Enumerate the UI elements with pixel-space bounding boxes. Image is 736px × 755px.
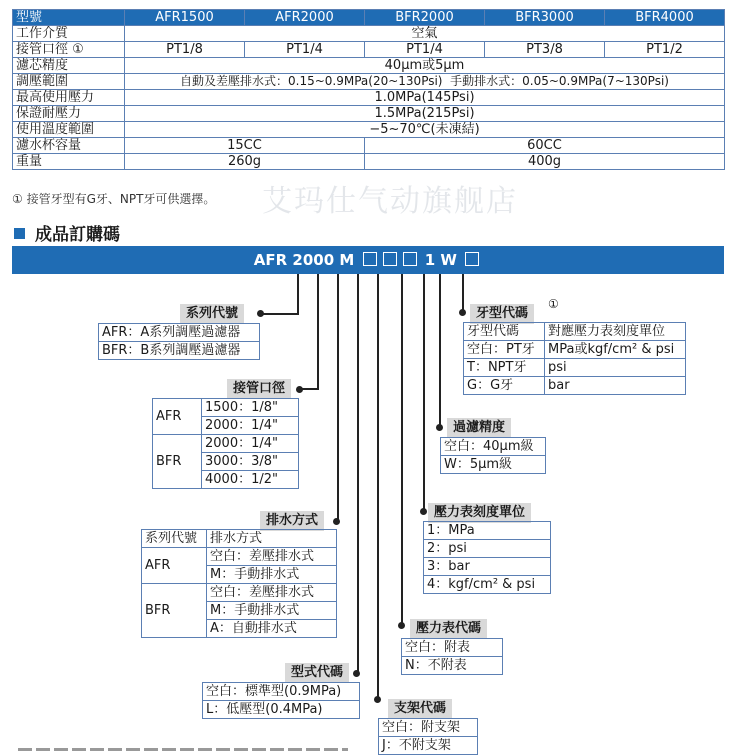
filter-table <box>440 437 546 474</box>
unit-table <box>423 521 551 594</box>
thread-unit: bar <box>545 377 686 395</box>
port-row: 2000：1/4" <box>202 417 299 435</box>
connector-dot <box>333 518 340 525</box>
series-row: BFR：B系列調壓過濾器 <box>99 342 260 360</box>
series-row: AFR：A系列調壓過濾器 <box>99 324 260 342</box>
gauge-title: 壓力表代碼 <box>410 619 487 639</box>
connector-line <box>317 274 319 389</box>
spec-label: 使用溫度範圍 <box>13 122 125 138</box>
drain-row: M：手動排水式 <box>207 566 337 584</box>
connector-dot <box>353 670 360 677</box>
drain-table <box>141 529 337 638</box>
spec-value: PT3/8 <box>485 42 605 58</box>
spec-model: AFR1500 <box>125 10 245 26</box>
thread-note-mark: ① <box>548 297 559 311</box>
spec-row <box>13 106 725 122</box>
filter-row: W：5μm級 <box>441 456 546 474</box>
spec-value: PT1/8 <box>125 42 245 58</box>
port-series: BFR <box>153 435 202 489</box>
connector-line <box>462 274 464 314</box>
spec-row <box>13 154 725 170</box>
drain-row: M：手動排水式 <box>207 602 337 620</box>
unit-row: 2：psi <box>424 540 551 558</box>
drain-row: 空白：差壓排水式 <box>207 584 337 602</box>
port-row: 2000：1/4" <box>202 435 299 453</box>
unit-row: 1：MPa <box>424 522 551 540</box>
thread-table <box>463 322 686 395</box>
connector-line <box>377 274 379 699</box>
connector-dot <box>398 622 405 629</box>
spec-label: 保證耐壓力 <box>13 106 125 122</box>
spec-model: BFR3000 <box>485 10 605 26</box>
code-mid: 1 W <box>424 251 457 269</box>
range-manual: 手動排水式：0.05~0.9MPa(7~130Psi) <box>450 74 669 88</box>
connector-dot <box>257 310 264 317</box>
code-box-icon <box>465 252 479 266</box>
cropped-text-line <box>18 748 348 751</box>
thread-code: 空白：PT牙 <box>464 341 545 359</box>
model-row: 空白：標準型(0.9MPa) <box>203 683 360 701</box>
spec-row <box>13 138 725 154</box>
connector-line <box>401 274 403 626</box>
spec-value: 40μm或5μm <box>125 58 725 74</box>
drain-header: 系列代號 <box>142 530 207 548</box>
spec-row <box>13 42 725 58</box>
code-prefix: AFR 2000 M <box>253 251 355 269</box>
spec-value <box>125 74 725 90</box>
spec-label: 工作介質 <box>13 26 125 42</box>
drain-series: AFR <box>142 548 207 584</box>
spec-value: PT1/4 <box>245 42 365 58</box>
spec-label: 最高使用壓力 <box>13 90 125 106</box>
thread-unit: MPa或kgf/cm² & psi <box>545 341 686 359</box>
thread-header: 牙型代碼 <box>464 323 545 341</box>
connector-dot <box>436 424 443 431</box>
bracket-row: J：不附支架 <box>379 737 478 755</box>
filter-title: 過濾精度 <box>447 418 511 438</box>
spec-value: 空氣 <box>125 26 725 42</box>
spec-row <box>13 26 725 42</box>
spec-model: BFR2000 <box>365 10 485 26</box>
connector-line <box>260 313 299 315</box>
spec-label: 重量 <box>13 154 125 170</box>
spec-value: 1.5MPa(215Psi) <box>125 106 725 122</box>
spec-label: 調壓範圍 <box>13 74 125 90</box>
bracket-row: 空白：附支架 <box>379 719 478 737</box>
connector-line <box>297 274 299 314</box>
order-code-bar <box>12 246 724 274</box>
drain-row: A：自動排水式 <box>207 620 337 638</box>
unit-row: 4：kgf/cm² & psi <box>424 576 551 594</box>
spec-model: BFR4000 <box>605 10 725 26</box>
spec-row <box>13 74 725 90</box>
model-row: L：低壓型(0.4MPa) <box>203 701 360 719</box>
square-icon <box>14 228 25 239</box>
spec-value: PT1/2 <box>605 42 725 58</box>
drain-header: 排水方式 <box>207 530 337 548</box>
port-series: AFR <box>153 399 202 435</box>
spec-row <box>13 58 725 74</box>
spec-value: 400g <box>365 154 725 170</box>
spec-value: PT1/4 <box>365 42 485 58</box>
gauge-row: 空白：附表 <box>402 639 503 657</box>
bracket-title: 支架代碼 <box>388 699 452 719</box>
connector-line <box>423 274 425 514</box>
spec-header-row <box>13 10 725 26</box>
spec-label: 濾芯精度 <box>13 58 125 74</box>
connector-dot <box>374 696 381 703</box>
spec-value: 260g <box>125 154 365 170</box>
series-table <box>98 323 260 360</box>
model-table <box>202 682 360 719</box>
spec-label: 接管口徑 ① <box>13 42 125 58</box>
unit-title: 壓力表刻度單位 <box>428 503 531 523</box>
code-box-icon <box>363 252 377 266</box>
drain-row: 空白：差壓排水式 <box>207 548 337 566</box>
thread-code: G：G牙 <box>464 377 545 395</box>
thread-unit: psi <box>545 359 686 377</box>
port-table <box>152 398 299 489</box>
drain-series: BFR <box>142 584 207 638</box>
gauge-row: N：不附表 <box>402 657 503 675</box>
code-box-icon <box>403 252 417 266</box>
connector-dot <box>420 508 427 515</box>
spec-value: 60CC <box>365 138 725 154</box>
thread-title: 牙型代碼 <box>470 304 534 324</box>
connector-line <box>357 274 359 674</box>
spec-row <box>13 90 725 106</box>
port-title: 接管口徑 <box>227 379 291 399</box>
thread-code: T：NPT牙 <box>464 359 545 377</box>
footnote: ① 接管牙型有G牙、NPT牙可供選擇。 <box>12 192 216 206</box>
code-box-icon <box>383 252 397 266</box>
range-auto: 自動及差壓排水式：0.15~0.9MPa(20~130Psi) <box>180 74 443 88</box>
spec-value: −5~70℃(未凍結) <box>125 122 725 138</box>
connector-line <box>300 388 319 390</box>
watermark: 艾玛仕气动旗舰店 <box>262 184 518 219</box>
port-row: 4000：1/2" <box>202 471 299 489</box>
spec-label: 型號 <box>13 10 125 26</box>
port-row: 3000：3/8" <box>202 453 299 471</box>
series-title: 系列代號 <box>180 304 244 324</box>
connector-line <box>439 274 441 430</box>
bracket-table <box>378 718 478 755</box>
spec-value: 15CC <box>125 138 365 154</box>
spec-table <box>12 9 725 170</box>
section-title-text: 成品訂購碼 <box>35 225 120 245</box>
filter-row: 空白：40μm級 <box>441 438 546 456</box>
spec-label: 濾水杯容量 <box>13 138 125 154</box>
model-title: 型式代碼 <box>285 663 349 683</box>
spec-value: 1.0MPa(145Psi) <box>125 90 725 106</box>
spec-row <box>13 122 725 138</box>
thread-header: 對應壓力表刻度單位 <box>545 323 686 341</box>
drain-title: 排水方式 <box>260 511 324 531</box>
gauge-table <box>401 638 503 675</box>
unit-row: 3：bar <box>424 558 551 576</box>
port-row: 1500：1/8" <box>202 399 299 417</box>
section-title <box>14 220 120 245</box>
connector-dot <box>459 309 466 316</box>
spec-model: AFR2000 <box>245 10 365 26</box>
connector-line <box>337 274 339 522</box>
